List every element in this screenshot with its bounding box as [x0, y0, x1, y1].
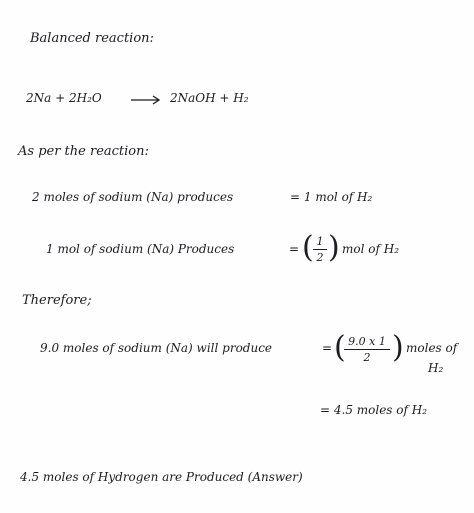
- line2-frac-numerator: 1: [316, 235, 324, 248]
- line1-left: 2 moles of sodium (Na) produces: [32, 190, 234, 204]
- line2-fraction: [313, 236, 327, 263]
- line2-frac-denominator: 2: [316, 251, 324, 264]
- line3-tail-h2: H₂: [428, 361, 444, 375]
- line3-frac-numerator: 9.0 x 1: [348, 335, 386, 348]
- equation-products: 2NaOH + H₂: [170, 91, 249, 105]
- line4-result: = 4.5 moles of H₂: [320, 403, 428, 417]
- therefore: Therefore;: [22, 293, 92, 308]
- line2-frac-bar: [313, 249, 327, 250]
- answer-statement: 4.5 moles of Hydrogen are Produced (Answer): [20, 470, 303, 484]
- line3-tail: moles of: [406, 341, 458, 355]
- line2-left: 1 mol of sodium (Na) Produces: [46, 242, 235, 256]
- line2-equals: =: [289, 242, 300, 256]
- line3-paren-open: (: [334, 330, 346, 365]
- line2-paren-open: (: [302, 230, 314, 265]
- line3-frac-denominator: 2: [363, 351, 371, 364]
- line3-left: 9.0 moles of sodium (Na) will produce: [40, 341, 273, 355]
- line2-tail: mol of H₂: [342, 242, 400, 256]
- line1-right: = 1 mol of H₂: [290, 190, 373, 204]
- heading-balanced-reaction: Balanced reaction:: [30, 31, 154, 46]
- line3-frac-bar: [344, 349, 390, 350]
- as-per-reaction: As per the reaction:: [18, 144, 149, 159]
- line3-equals: =: [322, 341, 333, 355]
- line3-fraction: [344, 336, 390, 363]
- line2-paren-close: ): [328, 230, 340, 265]
- equation-reactants: 2Na + 2H₂O: [26, 91, 102, 105]
- line3-paren-close: ): [392, 330, 404, 365]
- reaction-arrow-icon: [130, 95, 162, 105]
